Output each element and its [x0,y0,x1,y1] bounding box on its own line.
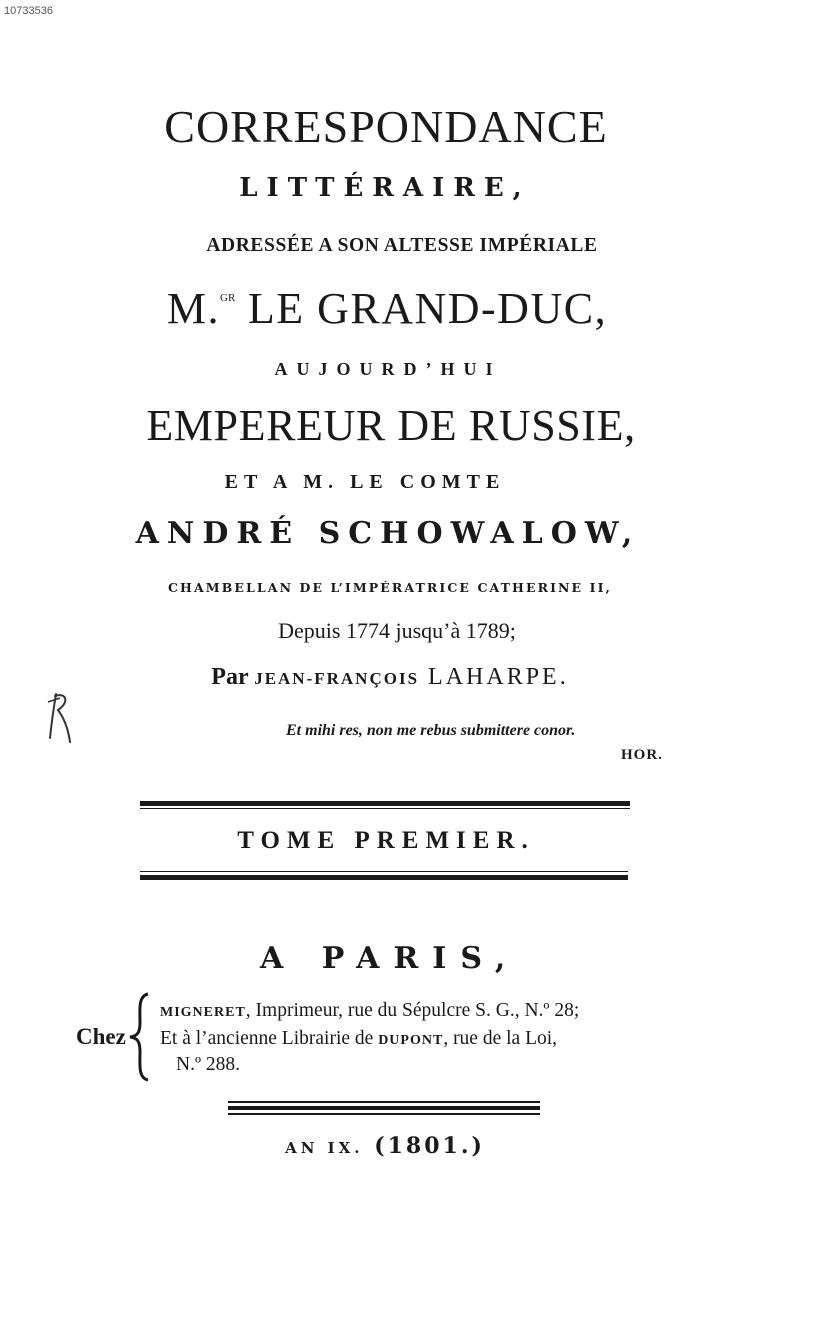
grand-duc-name: LE GRAND-DUC, [235,284,608,333]
author-line [140,665,640,689]
author-par: Par [211,664,255,690]
grand-duc-line [122,284,652,333]
address-line-2-start: Et à l’ancienne Librairie de [160,1028,379,1049]
imprint-rule-top [228,1101,540,1103]
printer-name: MIGNERET [160,1005,246,1020]
upper-rule-thin [140,808,630,809]
imprint-rule-middle [228,1106,540,1110]
chambellan-line: CHAMBELLAN DE L’IMPÉRATRICE CATHERINE II, [168,580,612,595]
catalog-stamp: 10733536 [4,5,53,17]
address-line-2 [160,1028,557,1050]
handwritten-mark [40,688,78,744]
address-line-1 [160,1000,579,1022]
subtitle: LITTÉRAIRE, [239,173,531,203]
lower-rule-thick [140,875,628,880]
epigraph-source: HOR. [621,747,663,763]
et-comte-line: ET A M. LE COMTE [224,471,506,493]
address-line-1-rest: , Imprimeur, rue du Sépulcre S. G., N.º 28; [245,1000,580,1021]
city-line: A PARIS, [260,941,520,976]
chez-label: Chez [76,1024,126,1049]
book-title: CORRESPONDANCE [164,101,608,152]
date-range-line: Depuis 1774 jusqu’à 1789; [278,618,516,643]
lower-rule-thin [140,871,628,872]
empereur-line: EMPEREUR DE RUSSIE, [146,401,636,450]
volume-label: TOME PREMIER. [237,827,535,854]
curly-brace-icon [126,992,152,1082]
gregorian-year: (1801.) [363,1133,485,1159]
address-line-3: N.º 288. [176,1054,241,1075]
author-first-name: JEAN-FRANÇOIS [254,669,420,688]
address-line-2-rest: , rue de la Loi, [443,1028,558,1049]
grand-duc-prefix: M. [166,284,221,333]
year-line [280,1135,490,1157]
epigraph: Et mihi res, non me rebus submittere conor. [286,722,576,739]
grand-duc-superscript: GR [220,292,236,304]
aujourdhui-line: AUJOURD’HUI [274,359,502,379]
revolutionary-year: AN IX. [285,1139,364,1157]
dedication-line: ADRESSÉE A SON ALTESSE IMPÉRIALE [206,235,598,256]
bookseller-name: DUPONT [378,1033,444,1048]
upper-rule-thick [140,801,630,806]
andre-line: ANDRÉ SCHOWALOW, [135,516,641,551]
imprint-rule-bottom [228,1113,540,1115]
author-last-name: LAHARPE. [419,664,569,690]
